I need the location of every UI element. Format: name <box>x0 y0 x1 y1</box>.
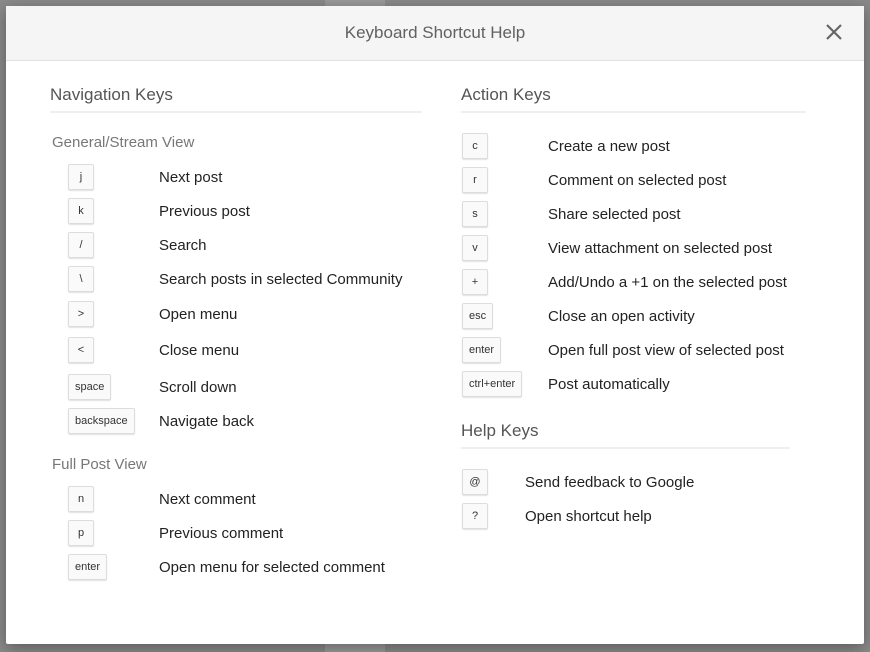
shortcut-description: Navigate back <box>159 412 255 430</box>
key-cap: / <box>68 232 94 258</box>
shortcut-description: Open full post view of selected post <box>548 341 784 359</box>
key-cap: s <box>462 201 488 227</box>
key-cap: enter <box>462 337 501 363</box>
key-cap: ctrl+enter <box>462 371 522 397</box>
key-cap: < <box>68 337 94 363</box>
key-cap: + <box>462 269 488 295</box>
shortcut-description: Create a new post <box>548 137 670 155</box>
key-cap: ? <box>462 503 488 529</box>
shortcut-description: Previous comment <box>159 524 284 542</box>
key-cap: > <box>68 301 94 327</box>
key-cap: n <box>68 486 94 512</box>
shortcut-description: Comment on selected post <box>548 171 727 189</box>
section-heading: Help Keys <box>461 421 790 449</box>
shortcut-description: Search posts in selected Community <box>159 270 403 288</box>
shortcut-description: Next post <box>159 168 223 186</box>
key-cap: k <box>68 198 94 224</box>
shortcut-description: Open menu <box>159 305 238 323</box>
key-cap: enter <box>68 554 107 580</box>
shortcut-description: Close menu <box>159 341 240 359</box>
shortcut-description: Add/Undo a +1 on the selected post <box>548 273 787 291</box>
shortcut-description: Share selected post <box>548 205 681 223</box>
dialog-title: Keyboard Shortcut Help <box>344 23 526 42</box>
close-button[interactable] <box>822 20 846 44</box>
section-heading: Navigation Keys <box>50 85 422 113</box>
shortcut-description: Send feedback to Google <box>525 473 695 491</box>
shortcut-description: Post automatically <box>548 375 670 393</box>
subsection-heading: Full Post View <box>52 456 147 473</box>
shortcut-description: Open menu for selected comment <box>159 558 385 576</box>
shortcut-description: Open shortcut help <box>525 507 652 525</box>
key-cap: esc <box>462 303 493 329</box>
shortcut-description: Previous post <box>159 202 250 220</box>
key-cap: v <box>462 235 488 261</box>
shortcut-description: Next comment <box>159 490 256 508</box>
key-cap: @ <box>462 469 488 495</box>
shortcut-description: Search <box>159 236 207 254</box>
key-cap: backspace <box>68 408 135 434</box>
key-cap: c <box>462 133 488 159</box>
key-cap: j <box>68 164 94 190</box>
close-icon <box>822 20 846 44</box>
subsection-heading: General/Stream View <box>52 134 195 151</box>
section-heading: Action Keys <box>461 85 806 113</box>
key-cap: r <box>462 167 488 193</box>
shortcut-description: Close an open activity <box>548 307 695 325</box>
shortcut-description: Scroll down <box>159 378 237 396</box>
shortcut-description: View attachment on selected post <box>548 239 773 257</box>
key-cap: space <box>68 374 111 400</box>
key-cap: p <box>68 520 94 546</box>
dialog-header <box>6 6 864 61</box>
shortcut-help-dialog <box>6 6 864 644</box>
key-cap: \ <box>68 266 94 292</box>
